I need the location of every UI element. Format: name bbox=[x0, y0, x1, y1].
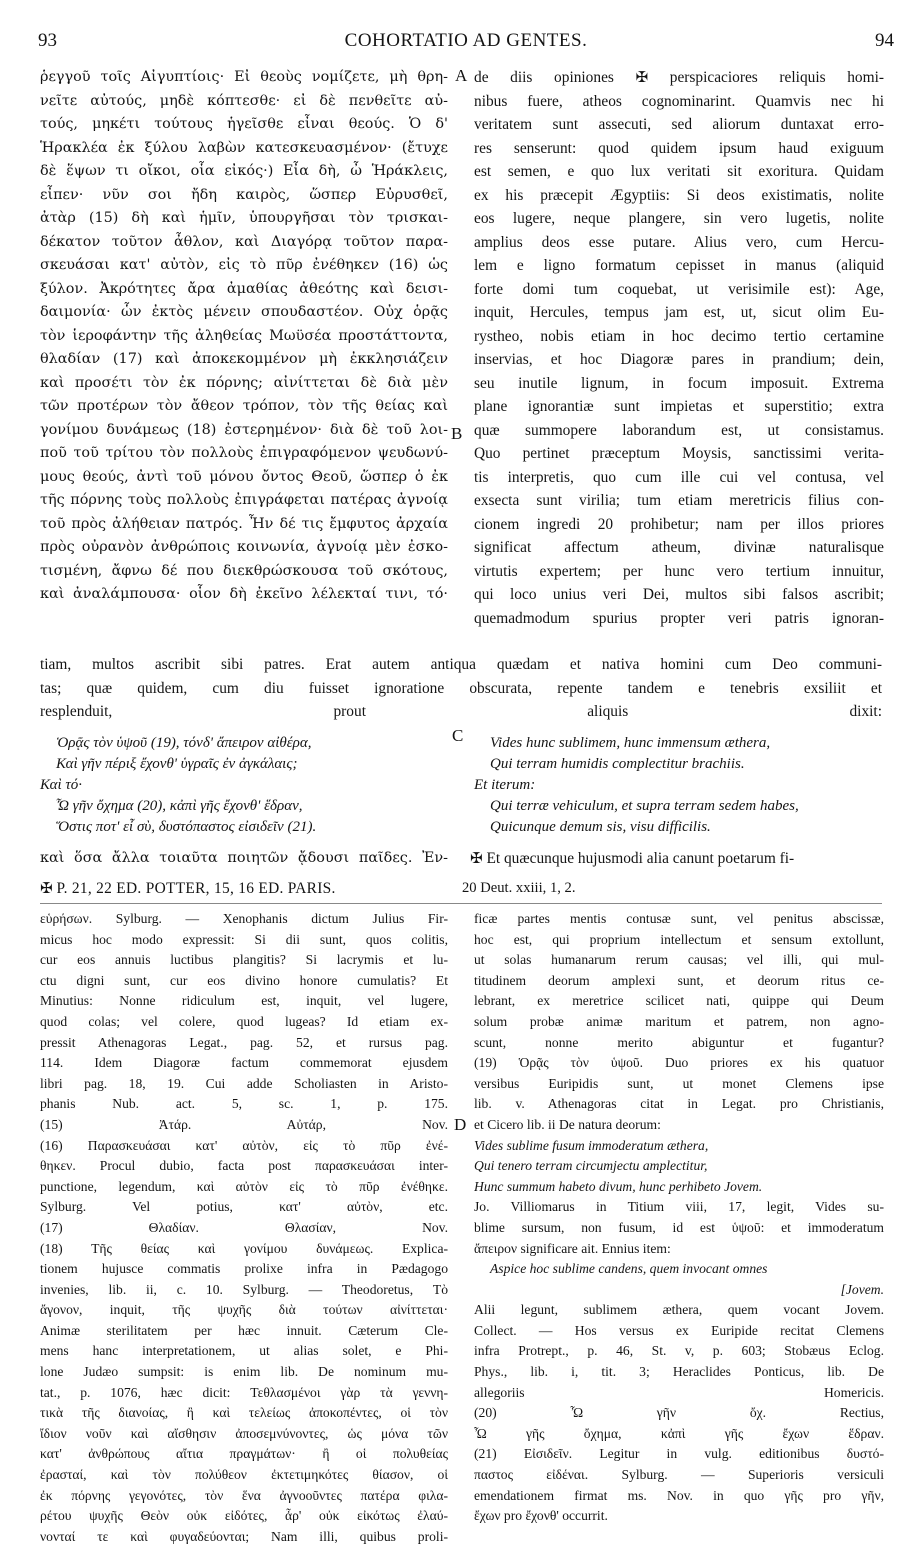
greek-line: δαιμονία· ὧν ἐκτὸς μένειν σπουδαστέον. Οὐχ ὁρᾷς bbox=[40, 304, 448, 320]
greek-verse-line: Ὦ γῆν ὄχημα (20), κἀπὶ γῆς ἔχονθ' ἕδραν, bbox=[56, 798, 303, 814]
greek-line: ποῦ τοῦ τρίτου τὸν πολλοὺς ἐπιγραφόμενον ψευδωνύ- bbox=[40, 445, 448, 461]
footnote-line: versibus Euripidis sunt, ut monet Clemens ipse bbox=[474, 1075, 884, 1091]
greek-line: γονίμου δυνάμεως (18) ἐστερημένον· διὰ δὲ τοῦ λοι- bbox=[40, 421, 448, 438]
latin-line: res senserunt: quod quidem ipsum haud exiguum bbox=[474, 139, 884, 157]
greek-line: δέκατον τοῦτον ἆθλον, καὶ Διαγόρᾳ τοῦτον παρα- bbox=[40, 233, 448, 250]
footnote-line: ἐρασταί, καὶ τὸν πολύθεον ἐκτετιμηκότες θίασον, οἱ bbox=[40, 1467, 448, 1483]
greek-line: καὶ ἀναλάμπουσα· οἷον δὴ ἐκεῖνο λέλεκταί τινι, τό· bbox=[40, 586, 448, 602]
footnote-line: Ὦ γῆς ὄχημα, κἀπὶ γῆς ἔχων ἕδραν. bbox=[474, 1425, 884, 1441]
greek-line: ξύλον. Ἀκρότητες ἄρα ἀμαθίας ἀθεότης καὶ δεισι- bbox=[40, 280, 448, 297]
greek-line: καὶ προσέτι τὸν ἐκ πόρνης; αἰνίττεται δὲ διὰ μὲν bbox=[40, 374, 448, 391]
footnote-line: ἄπειρον significare ait. Ennius item: bbox=[474, 1240, 671, 1256]
footnote-line: Collect. — Hos versus ex Euripide recitat Clemens bbox=[474, 1322, 884, 1338]
footnote-divider bbox=[40, 903, 882, 904]
latin-line: est semen, e quo lux veritati sit exoritura. Quidam bbox=[474, 163, 884, 180]
footnote-line: παστος εἰδέναι. Sylburg. — Superioris versiculi bbox=[474, 1467, 884, 1483]
greek-verse-block bbox=[40, 733, 448, 838]
footnote-line: ἐκ πόρνης γεγονότες, τὸν ἕνα ἀγνοοῦντες πατέρα φιλα- bbox=[40, 1487, 448, 1503]
greek-line: δὲ ἕψων τι οἴκοι, οἷα εἰκός·) Εἶα δὴ, ὦ Ἡράκλεις, bbox=[40, 163, 448, 179]
footnote-line: allegoriis Homericis. bbox=[474, 1384, 884, 1400]
greek-line: τῆς πόρνης τοὺς πολλοὺς ἐπιγράφεται πατέρας ἀγνοίᾳ bbox=[40, 492, 448, 508]
greek-text-column bbox=[40, 66, 448, 607]
latin-line: veritatem sunt assecuti, sed aliorum duntaxat erro- bbox=[474, 116, 884, 133]
latin-line: Quo pertinet præceptum Moysis, sanctissimi verita- bbox=[474, 445, 884, 462]
footnote-line: micus hoc modo expressit: Si dii sunt, quos colitis, bbox=[40, 931, 448, 947]
footnote-verse-line: [Jovem. bbox=[840, 1281, 884, 1297]
footnote-line: κατ' ἀνθρώπους αἴτια πραγμάτων· ἢ οἱ πολυθείας bbox=[40, 1446, 448, 1462]
footnote-line: et Cicero lib. ii De natura deorum: bbox=[474, 1116, 661, 1132]
footnote-line: quod colas; vel colere, quod lugeas? Id etiam ex- bbox=[40, 1013, 448, 1029]
latin-line: virtutis expertem; per hunc vero tertium innuitur, bbox=[474, 562, 884, 580]
footnote-line: punctione, legendum, καὶ αὐτὸν εἰς τὸ πῦρ ἐνέθηκε. bbox=[40, 1178, 448, 1194]
maltese-cross-icon: ✠ bbox=[470, 849, 483, 867]
latin-verse-line: Qui terram humidis complectitur brachiis. bbox=[490, 756, 745, 772]
footnote-line: invenies, lib. ii, c. 10. Sylburg. — Theodoretus, Τὸ bbox=[40, 1281, 448, 1297]
greek-line: τοῦ πρὸς ἀλήθειαν πατρός. Ἦν δέ τις ἔμφυτος ἀρχαία bbox=[40, 515, 448, 532]
latin-line: inservias, et hoc Diagoræ pares in prandium; dein, bbox=[474, 351, 884, 368]
latin-text-column bbox=[474, 66, 884, 630]
greek-verse-line: Καὶ τό· bbox=[40, 777, 82, 793]
margin-letter-c: C bbox=[452, 726, 464, 745]
footnote-line: solum probæ animæ maritum et patrem, non agno- bbox=[474, 1013, 884, 1029]
footnote-verse-line: Aspice hoc sublime candens, quem invocant omnes bbox=[490, 1261, 768, 1277]
greek-after-verse bbox=[40, 847, 448, 871]
full-width-line: resplenduit, prout aliquis dixit: bbox=[40, 703, 882, 720]
latin-line: lem e ligno formatum cepisset in manus (aliquid bbox=[474, 257, 884, 274]
greek-verse-line: Ὁρᾷς τὸν ὑψοῦ (19), τόνδ' ἄπειρον αἰθέρα, bbox=[56, 735, 312, 751]
footnote-line: ut solas humanarum rerum causas; vel illi, qui mul- bbox=[474, 952, 884, 968]
footnote-line: lib. v. Athenagoras citat in Legat. pro Christianis, bbox=[474, 1096, 884, 1112]
footnote-line: θηκεν. Procul dubio, facta post παρασκευάσαι inter- bbox=[40, 1158, 448, 1174]
latin-verse-line: Qui terræ vehiculum, et supra terram sedem habes, bbox=[490, 798, 799, 814]
footnote-line: titudinem deorum amplexi sunt, et deorum ritus ce- bbox=[474, 972, 884, 988]
greek-line: μους θεούς, ἀντὶ τοῦ μόνου ὄντος Θεοῦ, ὥσπερ ὁ ἐκ bbox=[40, 468, 448, 485]
latin-line: quæ summopere laborandum est, ut consistamus. bbox=[474, 421, 884, 439]
footnote-line: pressit Athenagoras Legat., pag. 52, et rursus pag. bbox=[40, 1034, 448, 1050]
footnote-line: ἔχων pro ἔχονθ' occurrit. bbox=[474, 1508, 608, 1524]
footnote-line: ficæ partes mentis contusæ sunt, vel penitus abscissæ, bbox=[474, 911, 884, 926]
footnote-line: hoc est, qui proprium intellectum et sensum extollunt, bbox=[474, 931, 884, 947]
footnote-line: infra Protrept., p. 46, St. v, p. 603; Stobæus Eclog. bbox=[474, 1343, 884, 1359]
bible-reference-text: 20 Deut. xxiii, 1, 2. bbox=[462, 880, 576, 896]
margin-letter-a: A bbox=[455, 66, 468, 85]
footnote-line: cur eos annuis luctibus plangitis? Si lacrymis et lu- bbox=[40, 952, 448, 968]
footnotes-right-column bbox=[474, 909, 884, 1527]
footnote-line: ἴδιον νοῦν καὶ αἴσθησιν ἀποσεμνύνοντες, ὡς μόνα τῶν bbox=[40, 1425, 448, 1441]
footnote-verse-line: Qui tenero terram circumjectu amplectitur, bbox=[474, 1158, 708, 1174]
footnote-line: (18) Τῆς θείας καὶ γονίμου δυνάμεως. Explica- bbox=[40, 1240, 448, 1256]
footnote-line: scunt, nonne merito abiguntur et fugantur? bbox=[474, 1034, 884, 1050]
footnotes-left-column bbox=[40, 909, 448, 1547]
edition-note-text: P. 21, 22 ED. POTTER, 15, 16 ED. PARIS. bbox=[56, 880, 336, 897]
greek-after-verse-line: καὶ ὅσα ἄλλα τοιαῦτα ποιητῶν ᾄδουσι παῖδες. Ἐν- bbox=[40, 850, 448, 866]
latin-line: cionem ingredi 20 prohibetur; nam per illos priores bbox=[474, 515, 884, 533]
greek-line: σκευάσαι κατ' αὐτὸν, εἰς τὸ πῦρ ἐνέθηκεν (16) ὡς bbox=[40, 257, 448, 273]
footnote-verse-line: Hunc summum habeto divum, hunc perhibeto Jovem. bbox=[474, 1178, 763, 1194]
footnote-line: Sylburg. Vel potius, κατ' αὐτὸν, etc. bbox=[40, 1199, 448, 1215]
footnote-line: ρέτου ψυχῆς Θεὸν οὐκ εἰδότες, ἆρ' οὐκ εἰκότως ἐλαύ- bbox=[40, 1508, 448, 1524]
latin-line: seu inutile lignum, in focum imposuit. Extrema bbox=[474, 374, 884, 392]
latin-line: amplius deos esse putare. Alius vero, cum Hercu- bbox=[474, 233, 884, 251]
full-width-line: tas; quæ quidem, cum diu fuisset ignoratione obscurata, repente tandem e tenebris exsiliit et bbox=[40, 679, 882, 697]
latin-line: de diis opiniones ✠ perspicaciores reliquis homi- bbox=[474, 68, 884, 86]
footnote-line: tat., p. 1076, hæc dicit: Τεθλασμένοι γὰρ τὰ γεννη- bbox=[40, 1384, 448, 1400]
latin-line: tis interpretis, quo cum ille cui vel contusa, vel bbox=[474, 468, 884, 486]
footnote-line: (20) Ὦ γῆν ὄχ. Rectius, bbox=[474, 1405, 884, 1421]
footnote-line: (21) Εἰσιδεῖν. Legitur in vulg. editionibus δυστό- bbox=[474, 1446, 884, 1462]
greek-line: ἀτὰρ (15) δὴ καὶ ἡμῖν, ὑπουργῆσαι τὸν τρισκαι- bbox=[40, 210, 448, 226]
greek-line: πρὸς οὐρανὸν ἀνθρώποις κοινωνία, ἀγνοίᾳ μὲν ἐσκο- bbox=[40, 539, 448, 555]
latin-line: plane ignorantiæ sunt impietas et superstitio; extra bbox=[474, 398, 884, 415]
greek-verse-line: Καὶ γῆν πέριξ ἔχονθ' ὑγραῖς ἐν ἀγκάλαις; bbox=[56, 756, 298, 772]
footnote-line: emendationem firmat ms. Nov. in quo γῆς pro γῆν, bbox=[474, 1487, 884, 1503]
latin-line: qui loco unius veri Dei, multos sibi falsos ascribit; bbox=[474, 586, 884, 603]
latin-line: ex his præcepit Ægyptiis: Si deos existimatis, nolite bbox=[474, 186, 884, 204]
footnote-line: phanis Nub. act. 5, sc. 1, p. 175. bbox=[40, 1096, 448, 1112]
running-title: COHORTATIO AD GENTES. bbox=[344, 30, 588, 51]
footnote-line: Minutius: Nonne ridiculum est, inquit, vel lugere, bbox=[40, 993, 448, 1009]
footnote-line: Jo. Villiomarus in Titium viii, 17, legit, Vides su- bbox=[474, 1199, 884, 1215]
latin-after-verse-line: Et quæcunque hujusmodi alia canunt poetarum fi- bbox=[486, 850, 795, 867]
latin-line: rystheo, nobis etiam in hoc decimo tertio certamine bbox=[474, 327, 884, 345]
latin-verse-line: Quicunque demum sis, visu difficilis. bbox=[490, 819, 711, 835]
greek-line: νεῖτε αὐτούς, μηδὲ κόπτεσθε· εἰ δὲ πενθεῖτε αὐ- bbox=[40, 92, 448, 109]
greek-line: Ἡρακλέα ἐκ ξύλου λαβὼν κατεσκευασμένον· (ἔτυχε bbox=[40, 139, 448, 156]
latin-line: quemadmodum spurius propter veri patris ignoran- bbox=[474, 609, 884, 627]
footnote-verse-line: Vides sublime fusum immoderatum æthera, bbox=[474, 1137, 709, 1153]
latin-after-verse bbox=[470, 847, 884, 871]
latin-verse-line: Vides hunc sublimem, hunc immensum æthera, bbox=[490, 735, 771, 751]
margin-letter-b: B bbox=[451, 424, 463, 443]
full-width-line: tiam, multos ascribit sibi patres. Erat autem antiqua quædam et nativa homini cum Deo communi- bbox=[40, 656, 882, 673]
footnote-line: ἄγονον, inquit, τῆς ψυχῆς διὰ τούτων αἰνίττεται· bbox=[40, 1302, 448, 1318]
greek-line: τισμένη, ἄφνω δέ που διεκθρώσκουσα τοῦ σκότους, bbox=[40, 562, 448, 579]
latin-line: exsecta sunt virilia; tum etiam meretricis filius con- bbox=[474, 492, 884, 509]
greek-line: θλαδίαν (17) καὶ ἀποκεκομμένον μὴ ἐκκλησιάζειν bbox=[40, 351, 448, 367]
latin-line: nibus fuere, atheos cognominarint. Quamvis nec hi bbox=[474, 92, 884, 110]
greek-line: εἶπεν· νῦν σοι ἤδη καιρὸς, ὥσπερ Εὐρυσθεῖ, bbox=[40, 186, 448, 203]
footnote-line: νονταί τε καὶ φυγαδεύονται; Nam illi, quibus proli- bbox=[40, 1528, 448, 1544]
footnote-line: τικὰ τῆς διανοίας, ἢ καὶ τελείως ἀποκοπέντες, οἱ τὸν bbox=[40, 1405, 448, 1421]
edition-note bbox=[40, 877, 450, 901]
greek-line: τὸν ἱεροφάντην τῆς ἀληθείας Μωϋσέα προστάττοντα, bbox=[40, 327, 448, 344]
running-header bbox=[38, 30, 894, 58]
footnote-line: (17) Θλαδίαν. Θλασίαν, Nov. bbox=[40, 1219, 448, 1235]
maltese-cross-icon: ✠ bbox=[40, 879, 53, 897]
footnote-line: ctu digni sunt, cur eos divino honore cumulatis? Et bbox=[40, 972, 448, 988]
footnote-line: Alii legunt, sublimem æthera, quem vocant Jovem. bbox=[474, 1302, 884, 1318]
bible-reference bbox=[462, 877, 882, 901]
greek-line: τῶν προτέρων τὸν ἄθεον τρόπον, τὸν τῆς θείας καὶ bbox=[40, 398, 448, 414]
page-number-left: 93 bbox=[38, 30, 57, 51]
footnote-line: (15) Ἀτάρ. Αὐτάρ, Nov. bbox=[40, 1116, 448, 1132]
footnote-line: Animæ sterilitatem per hæc innuit. Cæterum Cle- bbox=[40, 1322, 448, 1338]
latin-line: significat affectum atheum, divinæ naturalisque bbox=[474, 539, 884, 556]
footnote-line: tionem hujusce commatis prolixe infra in Pædagogo bbox=[40, 1261, 448, 1277]
greek-line: ῥεγγοῦ τοῖς Αἰγυπτίοις· Εἰ θεοὺς νομίζετε, μὴ θρη- bbox=[40, 69, 448, 85]
page-number-right: 94 bbox=[875, 30, 894, 51]
latin-verse-block bbox=[474, 733, 884, 838]
maltese-cross-icon: ✠ bbox=[635, 68, 649, 86]
greek-verse-line: Ὅστις ποτ' εἶ σὺ, δυστόπαστος εἰσιδεῖν (21). bbox=[56, 819, 317, 835]
footnote-line: εὑρήσων. Sylburg. — Xenophanis dictum Julius Fir- bbox=[40, 911, 448, 926]
latin-verse-line: Et iterum: bbox=[474, 777, 536, 793]
footnote-line: Phys., lib. i, tit. 3; Heraclides Ponticus, lib. De bbox=[474, 1364, 884, 1380]
footnote-line: 114. Idem Diagoræ factum commemorat ejusdem bbox=[40, 1055, 448, 1071]
greek-line: τούς, μηκέτι τούτους ἡγεῖσθε εἶναι θεούς. Ὁ δ' bbox=[40, 116, 448, 132]
footnote-line: (19) Ὁρᾷς τὸν ὑψοῦ. Duo priores ex his quatuor bbox=[474, 1055, 884, 1071]
full-width-paragraph bbox=[40, 653, 882, 724]
margin-letter-d: D bbox=[454, 1115, 467, 1134]
footnote-line: blime sursum, non fusum, id est ὑψοῦ: et immoderatum bbox=[474, 1219, 884, 1235]
footnote-line: libri pag. 18, 19. Cui adde Scholiasten in Aristo- bbox=[40, 1075, 448, 1091]
footnote-line: (16) Παρασκευάσαι κατ' αὐτὸν, εἰς τὸ πῦρ ἐνέ- bbox=[40, 1137, 448, 1153]
footnote-line: mens hanc interpretationem, ut alias solet, e Phi- bbox=[40, 1343, 448, 1359]
footnote-line: lebrant, ex meretrice scilicet nati, quippe qui Deum bbox=[474, 993, 884, 1009]
latin-line: eos lugere, neque plangere, sin vero lugetis, nolite bbox=[474, 210, 884, 227]
latin-line: forte domi tum coquebat, ut verisimile est): Age, bbox=[474, 280, 884, 298]
footnote-line: lone Judæo sumpsit: is enim lib. De nominum mu- bbox=[40, 1364, 448, 1380]
latin-line: inquit, Hercules, tempus jam est, ut, sicut olim Eu- bbox=[474, 304, 884, 321]
